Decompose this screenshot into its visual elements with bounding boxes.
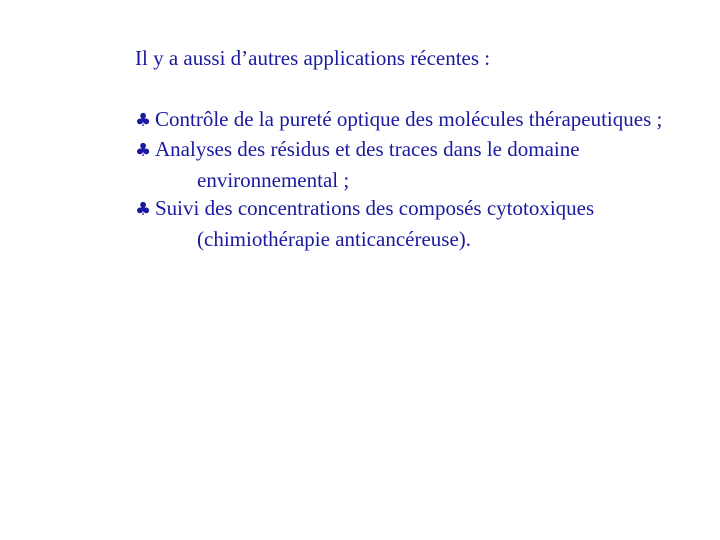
club-suit-icon: ♣ (135, 199, 152, 220)
list-item (135, 194, 705, 253)
bullet-text: Analyses des résidus et des traces dans le domaine environnemental ; (155, 137, 580, 192)
bullet-text: Contrôle de la pureté optique des molécules thérapeutiques ; (155, 106, 663, 131)
slide-body (135, 44, 705, 253)
club-suit-icon: ♣ (135, 140, 152, 161)
club-suit-icon: ♣ (135, 109, 152, 131)
list-item (135, 105, 705, 136)
list-item (135, 135, 705, 194)
intro-text: Il y a aussi d’autres applications récentes : (135, 46, 491, 70)
bullet-list (135, 105, 705, 254)
bullet-text: Suivi des concentrations des composés cytotoxiques (chimiothérapie anticancéreuse). (155, 196, 595, 251)
